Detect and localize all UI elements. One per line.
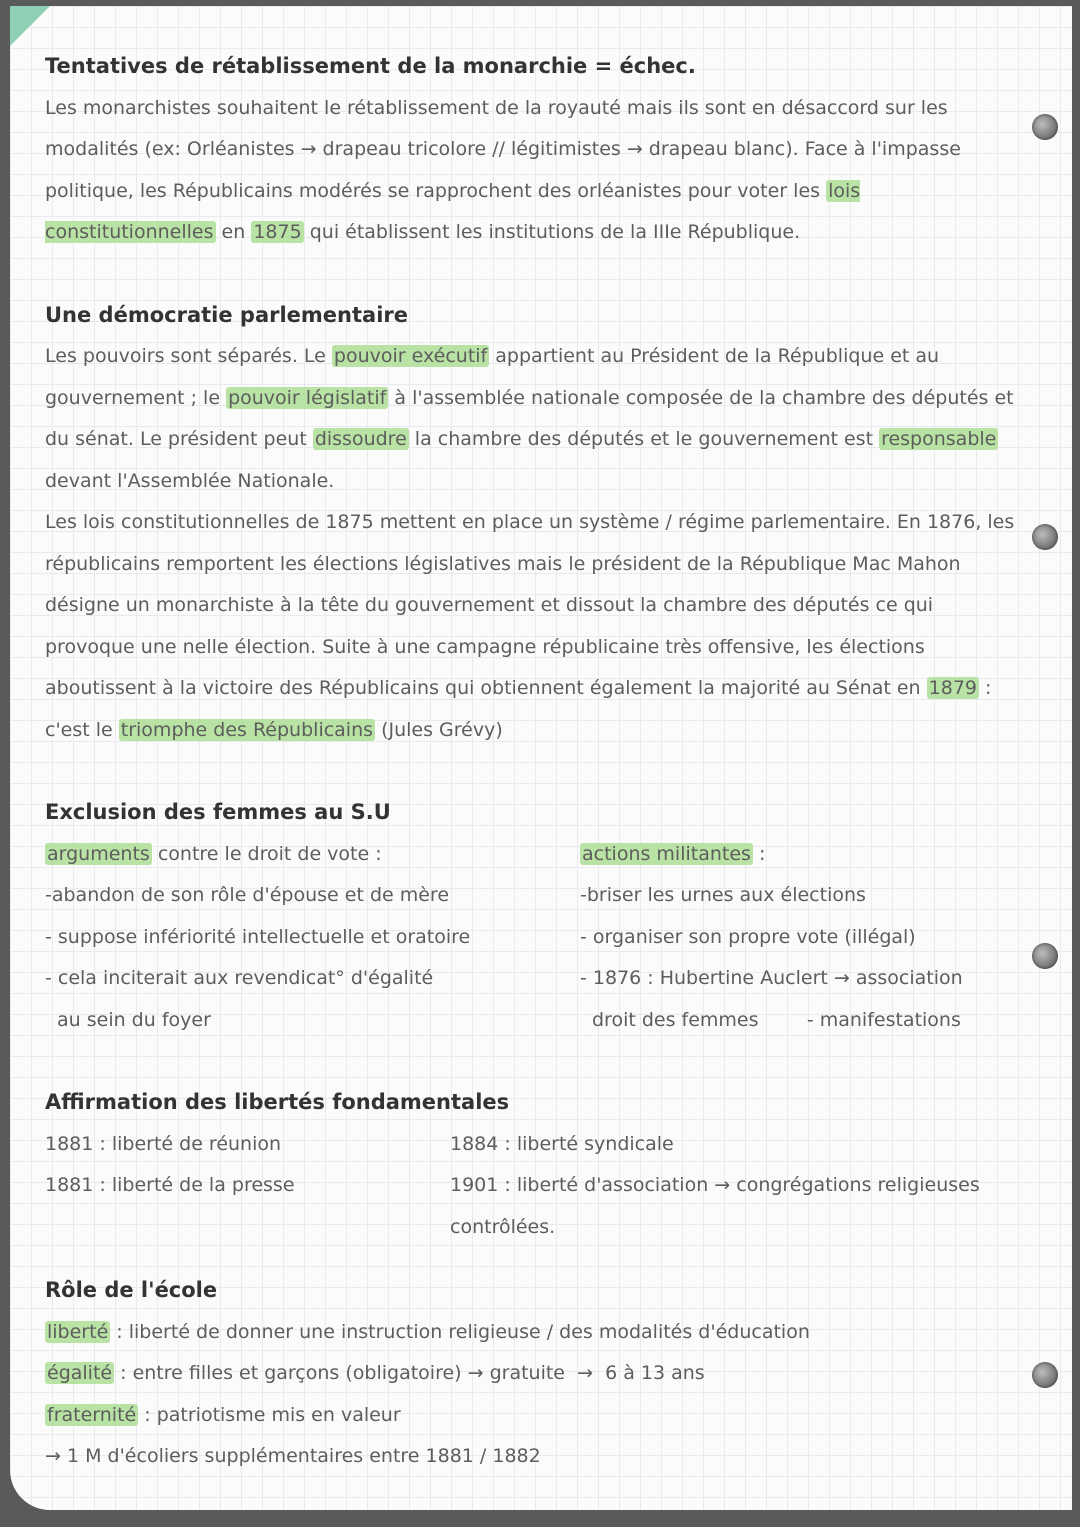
section-title-libertes: Affirmation des libertés fondamentales xyxy=(45,1090,510,1114)
highlight-date-1875: 1875 xyxy=(253,221,302,243)
ecole-liberte xyxy=(45,1312,1020,1354)
binder-hole-icon xyxy=(1032,1362,1058,1388)
ecole-fraternite xyxy=(45,1395,1020,1437)
list-item: -abandon de son rôle d'épouse et de mère xyxy=(45,884,450,906)
text: devant l'Assemblée Nationale. xyxy=(45,469,335,492)
list-item: droit des femmes - manifestations xyxy=(592,1008,961,1031)
libertes-left xyxy=(45,1124,450,1249)
highlight-arguments: arguments xyxy=(47,842,150,865)
section-title-femmes: Exclusion des femmes au S.U xyxy=(45,800,391,824)
list-item: - organiser son propre vote (illégal) xyxy=(580,925,916,948)
binder-hole-icon xyxy=(1032,943,1058,969)
list-item: au sein du foyer xyxy=(57,1008,211,1031)
text: (Jules Grévy) xyxy=(375,718,503,741)
list-item: 1881 : liberté de la presse xyxy=(45,1174,295,1196)
highlight-pouvoir-executif: pouvoir exécutif xyxy=(333,345,488,367)
text: : patriotisme mis en valeur xyxy=(138,1403,401,1426)
binder-hole-icon xyxy=(1032,524,1058,550)
highlight-date-1879: 1879 xyxy=(928,677,977,699)
text: à l'assemblée nationale composée de la chambre des députés et du sénat. Le président peut xyxy=(45,386,1014,450)
list-item: 1901 : liberté d'association → congrégations religieuses contrôlées. xyxy=(450,1174,980,1238)
ecole-ecoliers: → 1 M d'écoliers supplémentaires entre 1881 / 1882 xyxy=(45,1445,541,1467)
text: en xyxy=(215,221,252,243)
text: Les lois constitutionnelles de 1875 mettent en place un système / régime parlementaire. En 1876, les républicains remportent les élections législatives mais le président de la République Mac Mahon désigne un monarchiste à la tête du gouvernement et dissout la chambre des députés ce qui provoque une nelle élection. Suite à une campagne républicaine très offensive, les élections aboutissent à la victoire des Républicains qui obtiennent également la majorité au Sénat en xyxy=(45,511,1015,699)
highlight-fraternite: fraternité xyxy=(47,1403,137,1426)
list-item: -briser les urnes aux élections xyxy=(580,884,866,906)
text: contre le droit de vote : xyxy=(151,842,382,865)
notebook-page xyxy=(10,6,1072,1510)
text: Les monarchistes souhaitent le rétablissement de la royauté mais ils sont en désaccord sur les modalités (ex: Orléanistes → drapeau tricolore // légitimistes → drapeau blanc). Face à l'impasse politique, les Républicains modérés se rapprochent des orléanistes pour voter les xyxy=(45,96,961,202)
paragraph-regime-parlementaire xyxy=(45,502,1020,751)
text: Les pouvoirs sont séparés. Le xyxy=(45,345,332,367)
highlight-egalite: égalité xyxy=(47,1362,113,1384)
spacer xyxy=(45,1041,1020,1082)
arguments-heading xyxy=(45,834,515,876)
text: : xyxy=(752,842,766,865)
highlight-lois-constitutionnelles: lois constitutionnelles xyxy=(45,179,861,243)
libertes-columns xyxy=(45,1124,1020,1249)
spacer xyxy=(45,254,1020,295)
ecole-egalite xyxy=(45,1353,1020,1395)
page-corner-decoration xyxy=(10,6,50,46)
actions-heading xyxy=(580,834,1020,876)
list-item: - 1876 : Hubertine Auclert → association xyxy=(580,967,963,989)
highlight-dissoudre: dissoudre xyxy=(314,428,407,450)
arguments-column xyxy=(45,834,515,1042)
text: : c'est le xyxy=(45,677,992,741)
list-item: - suppose infériorité intellectuelle et oratoire xyxy=(45,925,471,948)
section-title-monarchie: Tentatives de rétablissement de la monarchie = échec. xyxy=(45,54,696,78)
paragraph-pouvoirs xyxy=(45,336,1020,502)
text: qui établissent les institutions de la IIIe République. xyxy=(303,221,801,243)
text: : liberté de donner une instruction religieuse / des modalités d'éducation xyxy=(110,1320,810,1343)
list-item: 1884 : liberté syndicale xyxy=(450,1132,674,1155)
paragraph-monarchie xyxy=(45,88,1020,254)
spacer xyxy=(45,1248,1020,1270)
text: : entre filles et garçons (obligatoire) → gratuite → 6 à 13 ans xyxy=(114,1362,705,1384)
text: la chambre des députés et le gouvernement est xyxy=(408,428,880,450)
section-title-ecole: Rôle de l'école xyxy=(45,1278,218,1302)
highlight-actions-militantes: actions militantes xyxy=(582,842,751,865)
femmes-columns xyxy=(45,834,1020,1042)
highlight-triomphe-republicains: triomphe des Républicains xyxy=(120,718,374,741)
actions-column xyxy=(580,834,1020,1042)
libertes-right xyxy=(450,1124,1010,1249)
list-item: - cela inciterait aux revendicat° d'égalité xyxy=(45,967,434,989)
list-item: 1881 : liberté de réunion xyxy=(45,1132,282,1155)
binder-hole-icon xyxy=(1032,114,1058,140)
text: appartient au Président de la République et au gouvernement ; le xyxy=(45,345,940,409)
highlight-pouvoir-legislatif: pouvoir législatif xyxy=(228,386,387,409)
spacer xyxy=(45,751,1020,792)
section-title-democratie: Une démocratie parlementaire xyxy=(45,302,408,327)
notes-content xyxy=(45,46,1020,1478)
highlight-liberte: liberté xyxy=(47,1320,109,1343)
highlight-responsable: responsable xyxy=(881,428,997,450)
